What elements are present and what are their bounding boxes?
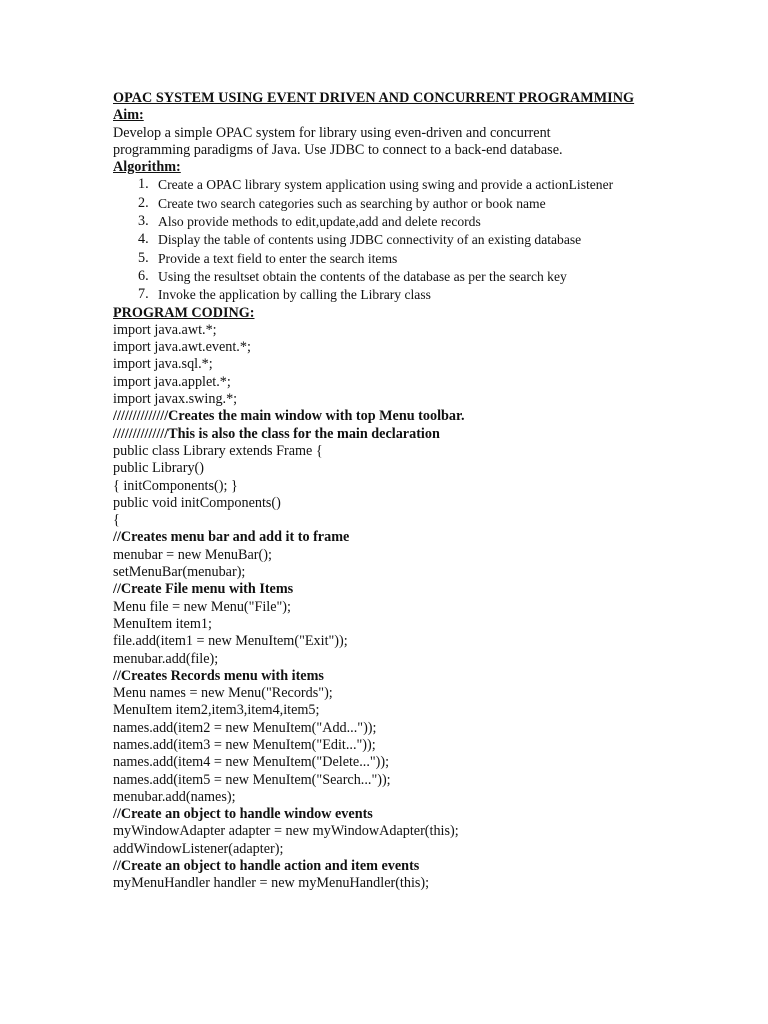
- document-page: [113, 90, 713, 893]
- code-line: {: [113, 512, 120, 529]
- code-line: names.add(item4 = new MenuItem("Delete..."));: [113, 754, 390, 771]
- aim-heading: Aim:: [113, 107, 144, 124]
- code-line: menubar = new MenuBar();: [113, 546, 272, 563]
- algorithm-step-text: Create a OPAC library system application using swing and provide a actionListener: [158, 177, 614, 193]
- algorithm-step: [113, 250, 713, 268]
- code-line: { initComponents(); }: [113, 477, 238, 494]
- code-line: menubar.add(file);: [113, 650, 219, 667]
- algorithm-list: [113, 176, 713, 304]
- algorithm-step-number: 2.: [138, 194, 149, 211]
- code-line: addWindowListener(adapter);: [113, 840, 284, 857]
- algorithm-step-text: Provide a text field to enter the search items: [158, 250, 398, 266]
- code-line: Menu names = new Menu("Records");: [113, 685, 333, 702]
- code-comment-line: //Create an object to handle action and item events: [113, 858, 420, 875]
- algorithm-step-text: Invoke the application by calling the Library class: [158, 287, 431, 303]
- code-line: import java.awt.event.*;: [113, 339, 251, 356]
- algorithm-step: [113, 213, 713, 231]
- code-listing: [113, 322, 713, 893]
- code-comment-line: //Creates menu bar and add it to frame: [113, 529, 350, 546]
- code-comment-line: //////////////Creates the main window with top Menu toolbar.: [113, 408, 465, 425]
- code-comment-line: //Create an object to handle window events: [113, 806, 373, 823]
- code-line: myMenuHandler handler = new myMenuHandler(this);: [113, 875, 430, 892]
- algorithm-step-number: 4.: [138, 231, 149, 248]
- code-line: public void initComponents(): [113, 494, 281, 511]
- algorithm-step-number: 5.: [138, 249, 149, 266]
- algorithm-step-number: 7.: [138, 286, 149, 303]
- code-line: names.add(item5 = new MenuItem("Search..."));: [113, 771, 391, 788]
- code-line: public Library(): [113, 460, 204, 477]
- algorithm-heading: Algorithm:: [113, 159, 181, 176]
- algorithm-step: [113, 195, 713, 213]
- code-line: import java.sql.*;: [113, 356, 213, 373]
- code-line: MenuItem item2,item3,item4,item5;: [113, 702, 320, 719]
- code-line: setMenuBar(menubar);: [113, 564, 246, 581]
- program-coding-heading: PROGRAM CODING:: [113, 304, 255, 321]
- aim-paragraph: [113, 125, 713, 160]
- algorithm-step: [113, 286, 713, 304]
- code-line: import java.applet.*;: [113, 373, 231, 390]
- algorithm-step: [113, 268, 713, 286]
- algorithm-step-number: 6.: [138, 267, 149, 284]
- algorithm-step: [113, 176, 713, 194]
- code-line: Menu file = new Menu("File");: [113, 598, 291, 615]
- algorithm-step-text: Create two search categories such as searching by author or book name: [158, 195, 546, 211]
- code-line: myWindowAdapter adapter = new myWindowAdapter(this);: [113, 823, 459, 840]
- algorithm-step-text: Display the table of contents using JDBC connectivity of an existing database: [158, 232, 582, 248]
- code-line: import java.awt.*;: [113, 321, 217, 338]
- code-comment-line: //////////////This is also the class for the main declaration: [113, 425, 440, 442]
- code-line: MenuItem item1;: [113, 615, 212, 632]
- code-line: names.add(item2 = new MenuItem("Add..."));: [113, 719, 377, 736]
- code-line: file.add(item1 = new MenuItem("Exit"));: [113, 633, 348, 650]
- code-line: menubar.add(names);: [113, 788, 236, 805]
- algorithm-step-number: 3.: [138, 213, 149, 230]
- document-title: OPAC SYSTEM USING EVENT DRIVEN AND CONCURRENT PROGRAMMING: [113, 90, 635, 106]
- algorithm-step-text: Using the resultset obtain the contents of the database as per the search key: [158, 268, 567, 284]
- code-line: names.add(item3 = new MenuItem("Edit..."));: [113, 736, 376, 753]
- code-line: import javax.swing.*;: [113, 391, 238, 408]
- algorithm-step-text: Also provide methods to edit,update,add and delete records: [158, 214, 481, 230]
- algorithm-step-number: 1.: [138, 176, 149, 193]
- code-comment-line: //Creates Records menu with items: [113, 667, 324, 684]
- code-comment-line: //Create File menu with Items: [113, 581, 294, 598]
- algorithm-step: [113, 231, 713, 249]
- aim-line: Develop a simple OPAC system for library using even-driven and concurrent: [113, 124, 551, 141]
- code-line: public class Library extends Frame {: [113, 442, 323, 459]
- aim-line: programming paradigms of Java. Use JDBC to connect to a back-end database.: [113, 141, 563, 158]
